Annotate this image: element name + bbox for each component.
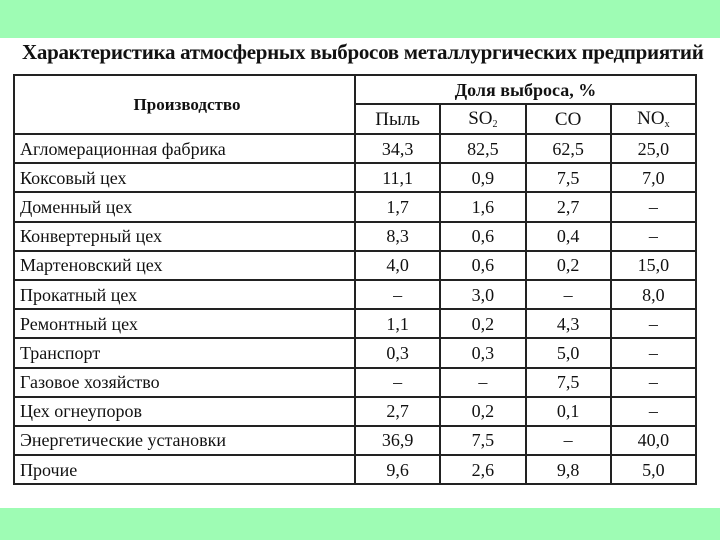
table-cell: 0,9 — [440, 163, 525, 192]
table-cell: 15,0 — [611, 251, 696, 280]
table-cell: 3,0 — [440, 280, 525, 309]
table-cell: – — [526, 280, 611, 309]
table-cell: 0,2 — [440, 397, 525, 426]
table-cell: – — [611, 338, 696, 367]
table-cell: 9,6 — [355, 455, 440, 484]
table-cell: – — [611, 397, 696, 426]
row-label: Цех огнеупоров — [14, 397, 355, 426]
table-cell: 7,5 — [526, 368, 611, 397]
table-cell: 2,6 — [440, 455, 525, 484]
table-cell: 0,6 — [440, 222, 525, 251]
row-label: Доменный цех — [14, 192, 355, 221]
table-cell: 8,0 — [611, 280, 696, 309]
column-header — [440, 104, 525, 134]
column-header-label: Пыль — [375, 108, 420, 130]
column-header — [526, 104, 611, 134]
table-cell: 1,1 — [355, 309, 440, 338]
header-production: Производство — [14, 75, 355, 134]
row-label: Прокатный цех — [14, 280, 355, 309]
table-cell: 2,7 — [355, 397, 440, 426]
table-cell: – — [611, 309, 696, 338]
table-row — [14, 455, 696, 484]
table-cell: 4,3 — [526, 309, 611, 338]
table-row — [14, 397, 696, 426]
table-cell: 0,2 — [526, 251, 611, 280]
table-cell: 0,6 — [440, 251, 525, 280]
table-row — [14, 222, 696, 251]
bottom-green-band — [0, 508, 720, 540]
top-green-band — [0, 0, 720, 38]
column-header-subscript: x — [664, 118, 670, 130]
column-header-subscript: 2 — [492, 118, 498, 130]
table-header-row — [14, 75, 696, 104]
table-cell: – — [440, 368, 525, 397]
header-share: Доля выброса, % — [355, 75, 696, 104]
table-cell: 5,0 — [526, 338, 611, 367]
row-label: Конвертерный цех — [14, 222, 355, 251]
table-cell: – — [355, 280, 440, 309]
table-cell: – — [611, 368, 696, 397]
table-cell: 4,0 — [355, 251, 440, 280]
table-cell: 7,5 — [526, 163, 611, 192]
table-cell: 7,5 — [440, 426, 525, 455]
table-cell: 0,4 — [526, 222, 611, 251]
table-cell: 25,0 — [611, 134, 696, 163]
table-cell: – — [611, 222, 696, 251]
table-cell: 0,2 — [440, 309, 525, 338]
table-cell: 1,6 — [440, 192, 525, 221]
table-cell: 82,5 — [440, 134, 525, 163]
table-cell: 5,0 — [611, 455, 696, 484]
table-cell: 62,5 — [526, 134, 611, 163]
table-body — [14, 134, 696, 484]
table-row — [14, 368, 696, 397]
table-cell: 34,3 — [355, 134, 440, 163]
row-label: Коксовый цех — [14, 163, 355, 192]
row-label: Агломерационная фабрика — [14, 134, 355, 163]
table-cell: 8,3 — [355, 222, 440, 251]
column-header-label: CO — [554, 108, 582, 130]
row-label: Энергетические установки — [14, 426, 355, 455]
table-cell: 11,1 — [355, 163, 440, 192]
table-row — [14, 251, 696, 280]
table-row — [14, 426, 696, 455]
table-cell: – — [526, 426, 611, 455]
table-cell: – — [611, 192, 696, 221]
table-row — [14, 134, 696, 163]
table-row — [14, 163, 696, 192]
column-header — [355, 104, 440, 134]
row-label: Мартеновский цех — [14, 251, 355, 280]
emissions-table — [13, 74, 697, 485]
column-header — [611, 104, 696, 134]
table-cell: 0,3 — [440, 338, 525, 367]
row-label: Ремонтный цех — [14, 309, 355, 338]
column-header-label: NO — [637, 107, 665, 129]
table-cell: 2,7 — [526, 192, 611, 221]
table-cell: 0,1 — [526, 397, 611, 426]
row-label: Газовое хозяйство — [14, 368, 355, 397]
row-label: Прочие — [14, 455, 355, 484]
table-cell: 36,9 — [355, 426, 440, 455]
table-cell: 7,0 — [611, 163, 696, 192]
row-label: Транспорт — [14, 338, 355, 367]
page-title: Характеристика атмосферных выбросов металлургических предприятий — [22, 40, 704, 64]
table-row — [14, 280, 696, 309]
table-cell: 1,7 — [355, 192, 440, 221]
table-cell: 40,0 — [611, 426, 696, 455]
table-cell: 9,8 — [526, 455, 611, 484]
table-cell: – — [355, 368, 440, 397]
column-header-label: SO — [468, 107, 493, 129]
table-row — [14, 192, 696, 221]
table-row — [14, 309, 696, 338]
table-row — [14, 338, 696, 367]
table-cell: 0,3 — [355, 338, 440, 367]
